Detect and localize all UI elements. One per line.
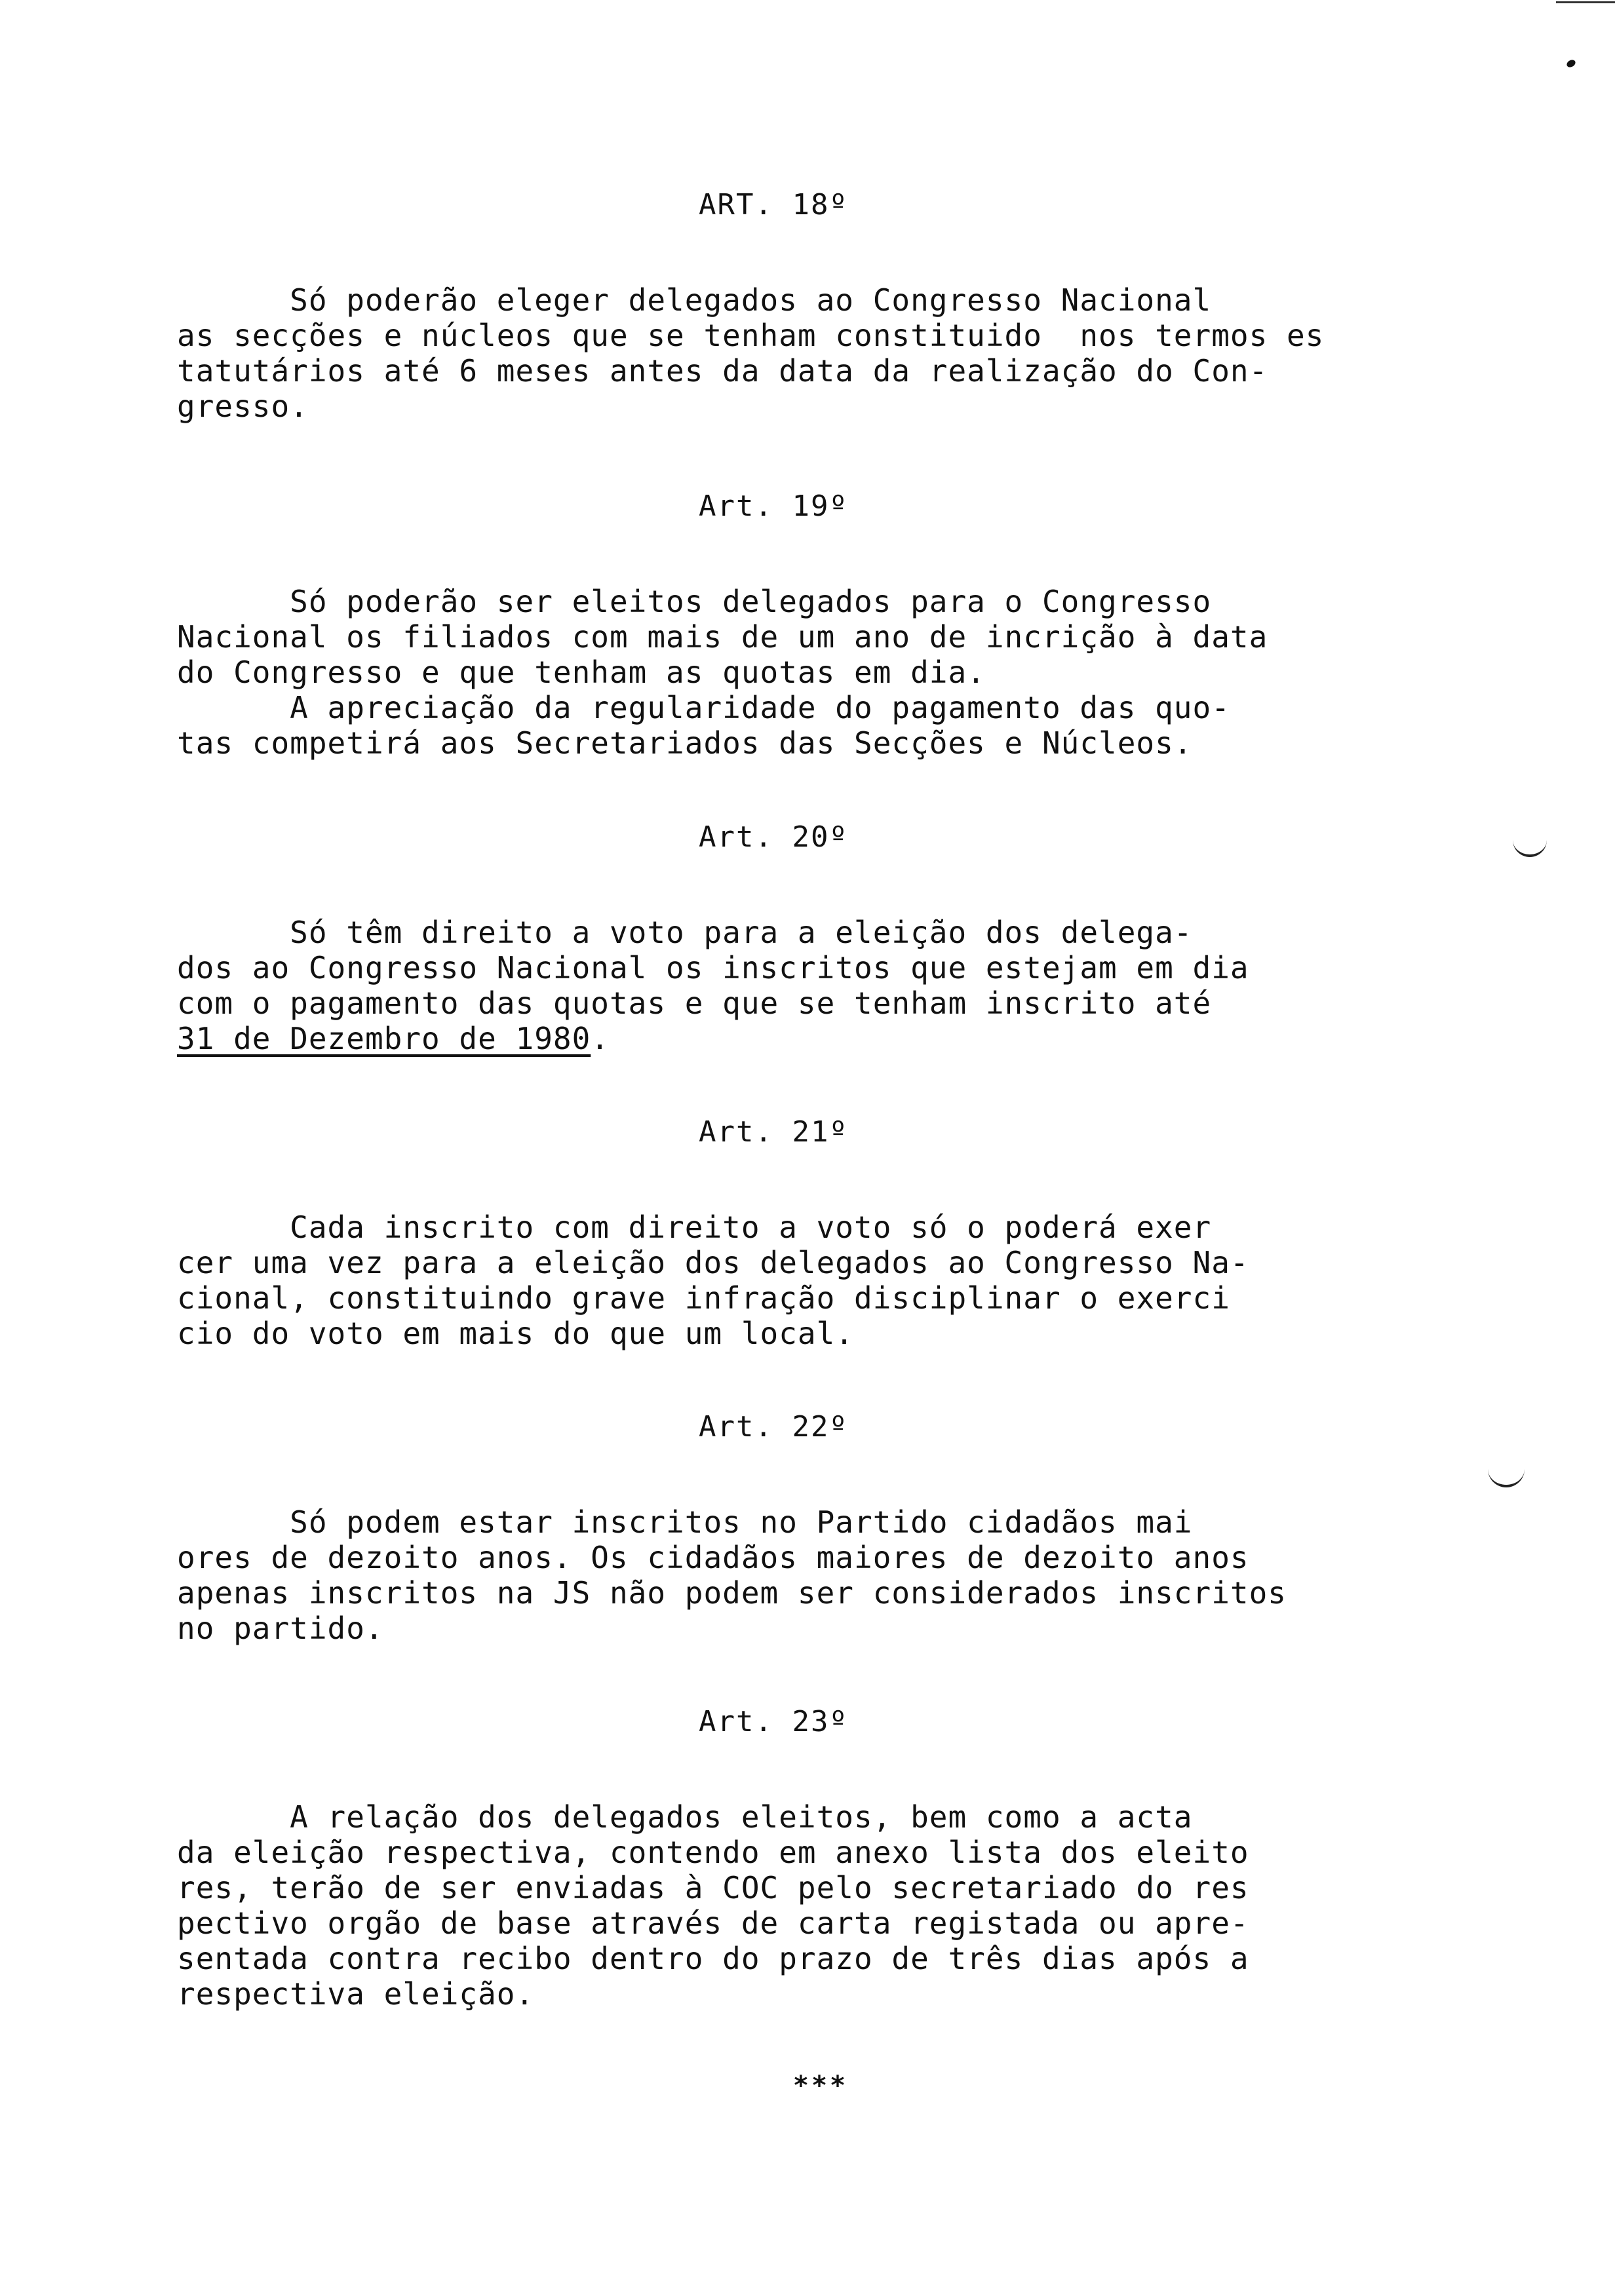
article-heading: Art. 22º (699, 1410, 848, 1444)
body-line: as secções e núcleos que se tenham constituido nos termos es (177, 318, 1325, 353)
body-line: do Congresso e que tenham as quotas em dia. (177, 655, 986, 690)
article-heading: Art. 20º (699, 820, 848, 854)
body-line: cional, constituindo grave infração disciplinar o exerci (177, 1280, 1230, 1316)
body-line: pectivo orgão de base através de carta registada ou apre- (177, 1905, 1249, 1941)
body-line-date (177, 1021, 1344, 1056)
body-line: A relação dos delegados eleitos, bem como a acta (177, 1799, 1193, 1835)
margin-check-mark (1513, 840, 1547, 857)
article-body (177, 915, 1344, 1056)
body-line: no partido. (177, 1611, 384, 1646)
deadline-date: 31 de Dezembro de 1980 (177, 1021, 591, 1056)
article-21 (177, 1114, 1344, 1351)
margin-check-mark (1488, 1468, 1525, 1487)
body-line: da eleição respectiva, contendo em anexo lista dos eleito (177, 1835, 1249, 1870)
body-line: ores de dezoito anos. Os cidadãos maiores de dezoito anos (177, 1540, 1249, 1575)
article-22 (177, 1409, 1344, 1646)
page-edge-mark (1556, 1, 1615, 3)
body-line: apenas inscritos na JS não podem ser considerados inscritos (177, 1575, 1287, 1611)
body-line: tatutários até 6 meses antes da data da realização do Con- (177, 353, 1268, 389)
body-line: sentada contra recibo dentro do prazo de três dias após a (177, 1941, 1249, 1976)
article-body (177, 1799, 1344, 2012)
body-line: com o pagamento das quotas e que se tenham inscrito até (177, 985, 1212, 1021)
article-18 (177, 187, 1344, 424)
body-line: Só podem estar inscritos no Partido cidadãos mai (177, 1504, 1193, 1540)
article-heading: Art. 19º (699, 489, 848, 523)
body-line: respectiva eleição. (177, 1976, 535, 2012)
body-line: dos ao Congresso Nacional os inscritos que estejam em dia (177, 950, 1249, 985)
ink-speck (1565, 58, 1576, 69)
body-line: cio do voto em mais do que um local. (177, 1316, 854, 1351)
body-line: Só poderão ser eleitos delegados para o Congresso (177, 584, 1212, 619)
article-heading: Art. 23º (699, 1705, 848, 1738)
body-line: A apreciação da regularidade do pagamento das quo- (177, 690, 1230, 725)
article-body (177, 1210, 1344, 1351)
body-line: Só poderão eleger delegados ao Congresso Nacional (177, 282, 1212, 318)
date-period: . (591, 1021, 610, 1056)
article-heading: ART. 18º (699, 188, 848, 221)
body-line: Só têm direito a voto para a eleição dos delega- (177, 915, 1193, 950)
article-body (177, 282, 1344, 424)
article-19 (177, 488, 1344, 761)
body-line: res, terão de ser enviadas à COC pelo secretariado do res (177, 1870, 1249, 1905)
article-heading: Art. 21º (699, 1115, 848, 1149)
closing-asterisks: *** (792, 2071, 849, 2101)
body-line: Nacional os filiados com mais de um ano de incrição à data (177, 619, 1268, 655)
article-23 (177, 1704, 1344, 2012)
article-body (177, 584, 1344, 761)
body-line: Cada inscrito com direito a voto só o poderá exer (177, 1210, 1212, 1245)
article-20 (177, 819, 1344, 1056)
body-line: tas competirá aos Secretariados das Secções e Núcleos. (177, 725, 1193, 761)
article-body (177, 1504, 1344, 1646)
body-line: cer uma vez para a eleição dos delegados ao Congresso Na- (177, 1245, 1249, 1280)
body-line: gresso. (177, 389, 309, 424)
